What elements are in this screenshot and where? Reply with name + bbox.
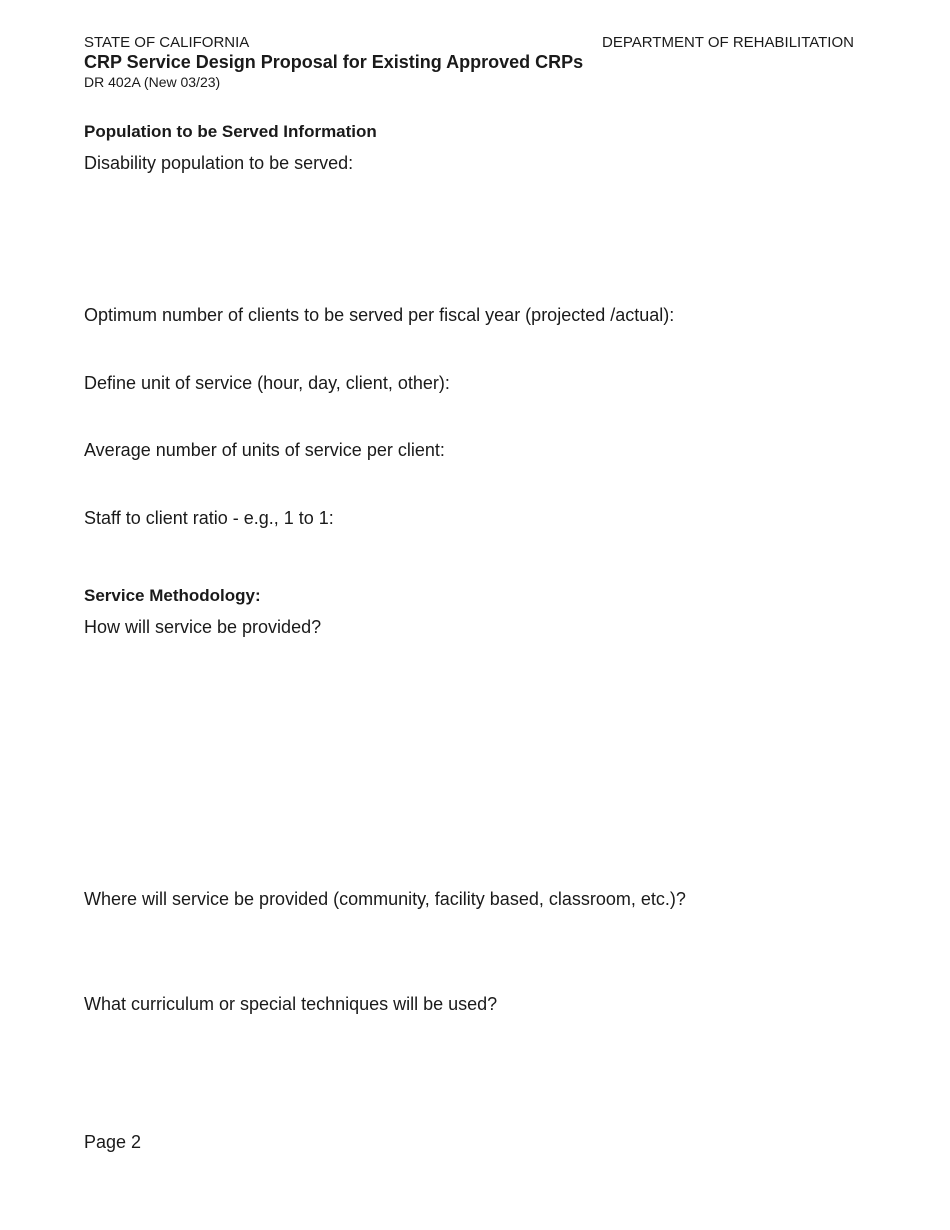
department-label: DEPARTMENT OF REHABILITATION	[602, 34, 854, 51]
curriculum-field[interactable]	[84, 1019, 866, 1114]
state-label: STATE OF CALIFORNIA	[84, 34, 250, 51]
unit-of-service-field[interactable]	[84, 398, 866, 432]
page-number: Page 2	[84, 1132, 142, 1152]
methodology-heading: Service Methodology:	[84, 586, 261, 605]
average-units-label: Average number of units of service per client:	[84, 440, 445, 460]
unit-of-service-label: Define unit of service (hour, day, client, other):	[84, 373, 450, 393]
optimum-clients-field[interactable]	[84, 330, 866, 364]
population-heading: Population to be Served Information	[84, 122, 377, 141]
where-provided-field[interactable]	[84, 914, 866, 989]
where-provided-label: Where will service be provided (community, facility based, classroom, etc.)?	[84, 889, 686, 909]
how-provided-field[interactable]	[84, 642, 866, 882]
optimum-clients-label: Optimum number of clients to be served per fiscal year (projected /actual):	[84, 305, 675, 325]
form-number: DR 402A (New 03/23)	[84, 74, 221, 90]
staff-ratio-label: Staff to client ratio - e.g., 1 to 1:	[84, 508, 334, 528]
disability-population-label: Disability population to be served:	[84, 153, 354, 173]
form-title: CRP Service Design Proposal for Existing Approved CRPs	[84, 52, 584, 72]
average-units-field[interactable]	[84, 465, 866, 499]
staff-ratio-field[interactable]	[84, 533, 866, 573]
how-provided-label: How will service be provided?	[84, 617, 322, 637]
curriculum-label: What curriculum or special techniques will be used?	[84, 994, 498, 1014]
disability-population-field[interactable]	[84, 178, 866, 293]
